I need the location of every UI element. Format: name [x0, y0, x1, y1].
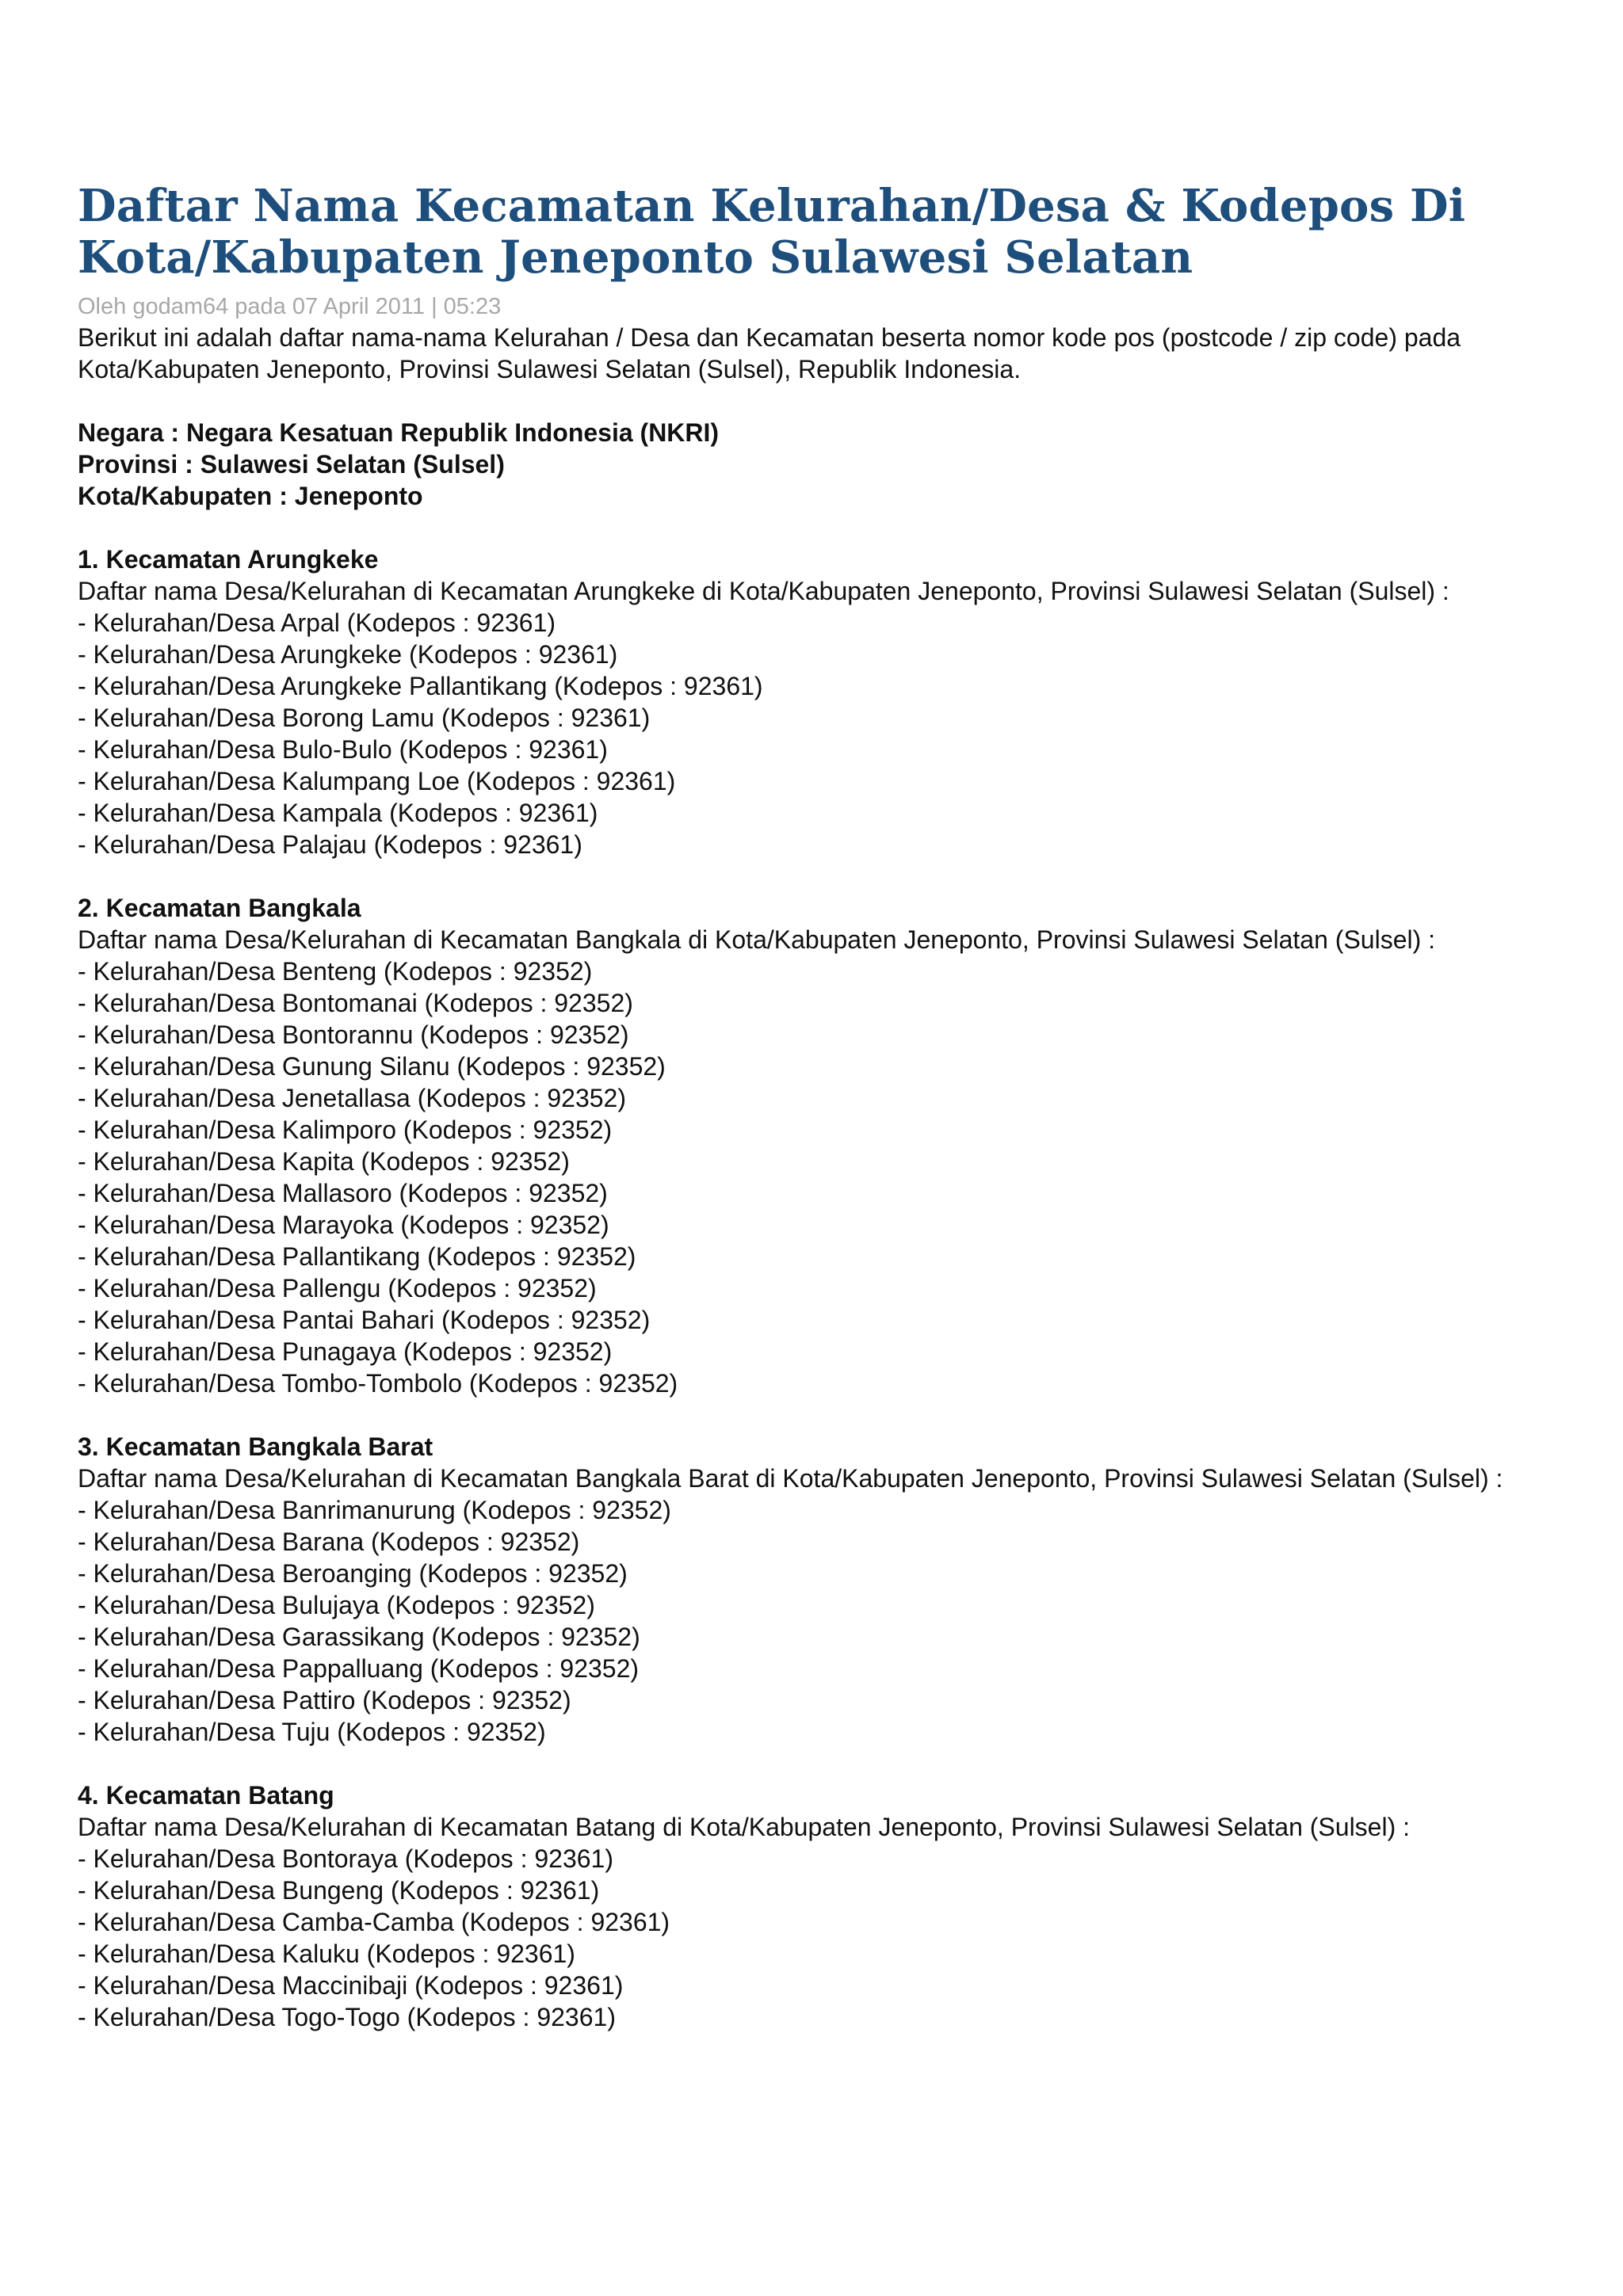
list-item: - Kelurahan/Desa Kalumpang Loe (Kodepos : 92361)	[78, 767, 676, 795]
list-item: - Kelurahan/Desa Bulujaya (Kodepos : 92352)	[78, 1591, 595, 1619]
kecamatan-sections	[78, 543, 1615, 2033]
list-item: - Kelurahan/Desa Kalimporo (Kodepos : 92352)	[78, 1116, 613, 1144]
list-item: - Kelurahan/Desa Mallasoro (Kodepos : 92352)	[78, 1179, 608, 1207]
section-description: Daftar nama Desa/Kelurahan di Kecamatan Arungkeke di Kota/Kabupaten Jeneponto, Provinsi Sulawesi Selatan (Sulsel) :	[78, 577, 1449, 605]
list-item: - Kelurahan/Desa Kaluku (Kodepos : 92361)	[78, 1939, 575, 1968]
list-item: - Kelurahan/Desa Camba-Camba (Kodepos : 92361)	[78, 1908, 670, 1936]
list-item: - Kelurahan/Desa Gunung Silanu (Kodepos : 92352)	[78, 1052, 666, 1081]
list-item: - Kelurahan/Desa Banrimanurung (Kodepos : 92352)	[78, 1496, 671, 1524]
list-item: - Kelurahan/Desa Bulo-Bulo (Kodepos : 92361)	[78, 735, 608, 764]
section-heading: 2. Kecamatan Bangkala	[78, 894, 361, 922]
list-item: - Kelurahan/Desa Kampala (Kodepos : 92361)	[78, 799, 598, 827]
section-heading: 1. Kecamatan Arungkeke	[78, 545, 379, 574]
info-provinsi: Provinsi : Sulawesi Selatan (Sulsel)	[78, 450, 505, 479]
list-item: - Kelurahan/Desa Beroanging (Kodepos : 92352)	[78, 1559, 628, 1588]
list-item: - Kelurahan/Desa Garassikang (Kodepos : 92352)	[78, 1623, 640, 1651]
info-kota: Kota/Kabupaten : Jeneponto	[78, 482, 423, 510]
list-item: - Kelurahan/Desa Punagaya (Kodepos : 92352)	[78, 1337, 613, 1366]
kecamatan-section	[78, 1779, 1615, 2033]
list-item: - Kelurahan/Desa Arpal (Kodepos : 92361)	[78, 608, 556, 637]
list-item: - Kelurahan/Desa Borong Lamu (Kodepos : 92361)	[78, 704, 651, 732]
list-item: - Kelurahan/Desa Pantai Bahari (Kodepos : 92352)	[78, 1306, 651, 1334]
post-meta: Oleh godam64 pada 07 April 2011 | 05:23	[78, 294, 502, 319]
list-item: - Kelurahan/Desa Benteng (Kodepos : 92352)	[78, 957, 593, 986]
kecamatan-section	[78, 892, 1615, 1399]
list-item: - Kelurahan/Desa Bungeng (Kodepos : 92361)	[78, 1876, 600, 1905]
list-item: - Kelurahan/Desa Kapita (Kodepos : 92352)	[78, 1147, 570, 1176]
list-item: - Kelurahan/Desa Arungkeke Pallantikang (Kodepos : 92361)	[78, 672, 763, 700]
list-item: - Kelurahan/Desa Barana (Kodepos : 92352)	[78, 1527, 580, 1556]
kecamatan-section	[78, 1431, 1615, 1748]
list-item: - Kelurahan/Desa Bontomanai (Kodepos : 92352)	[78, 989, 633, 1017]
section-description: Daftar nama Desa/Kelurahan di Kecamatan Batang di Kota/Kabupaten Jeneponto, Provinsi Sulawesi Selatan (Sulsel) :	[78, 1813, 1411, 1841]
kecamatan-section	[78, 543, 1615, 860]
list-item: - Kelurahan/Desa Tuju (Kodepos : 92352)	[78, 1718, 546, 1746]
location-info	[78, 417, 1615, 512]
section-description: Daftar nama Desa/Kelurahan di Kecamatan Bangkala Barat di Kota/Kabupaten Jeneponto, Provinsi Sulawesi Selatan (Sulsel) :	[78, 1464, 1503, 1493]
section-description: Daftar nama Desa/Kelurahan di Kecamatan Bangkala di Kota/Kabupaten Jeneponto, Provinsi Sulawesi Selatan (Sulsel) :	[78, 925, 1436, 954]
list-item: - Kelurahan/Desa Tombo-Tombolo (Kodepos : 92352)	[78, 1369, 678, 1398]
list-item: - Kelurahan/Desa Palajau (Kodepos : 92361)	[78, 830, 582, 859]
list-item: - Kelurahan/Desa Maccinibaji (Kodepos : 92361)	[78, 1971, 624, 2000]
info-negara: Negara : Negara Kesatuan Republik Indonesia (NKRI)	[78, 418, 720, 447]
list-item: - Kelurahan/Desa Marayoka (Kodepos : 92352)	[78, 1211, 609, 1239]
list-item: - Kelurahan/Desa Pallengu (Kodepos : 92352)	[78, 1274, 597, 1302]
document-page	[78, 181, 1615, 2033]
list-item: - Kelurahan/Desa Togo-Togo (Kodepos : 92361)	[78, 2003, 616, 2031]
section-heading: 3. Kecamatan Bangkala Barat	[78, 1432, 433, 1461]
list-item: - Kelurahan/Desa Pallantikang (Kodepos : 92352)	[78, 1242, 636, 1271]
list-item: - Kelurahan/Desa Pattiro (Kodepos : 92352)	[78, 1686, 571, 1714]
list-item: - Kelurahan/Desa Bontoraya (Kodepos : 92361)	[78, 1844, 613, 1873]
list-item: - Kelurahan/Desa Arungkeke (Kodepos : 92361)	[78, 640, 618, 669]
list-item: - Kelurahan/Desa Pappalluang (Kodepos : 92352)	[78, 1654, 640, 1683]
intro-paragraph: Berikut ini adalah daftar nama-nama Kelurahan / Desa dan Kecamatan beserta nomor kode pos (postcode / zip code) pada Kota/Kabupaten Jeneponto, Provinsi Sulawesi Selatan (Sulsel), Republik Indonesia.	[78, 323, 1461, 383]
section-heading: 4. Kecamatan Batang	[78, 1781, 334, 1810]
list-item: - Kelurahan/Desa Jenetallasa (Kodepos : 92352)	[78, 1084, 626, 1112]
list-item: - Kelurahan/Desa Bontorannu (Kodepos : 92352)	[78, 1020, 629, 1049]
page-title: Daftar Nama Kecamatan Kelurahan/Desa & Kodepos Di Kota/Kabupaten Jeneponto Sulawesi Selatan	[78, 180, 1466, 284]
